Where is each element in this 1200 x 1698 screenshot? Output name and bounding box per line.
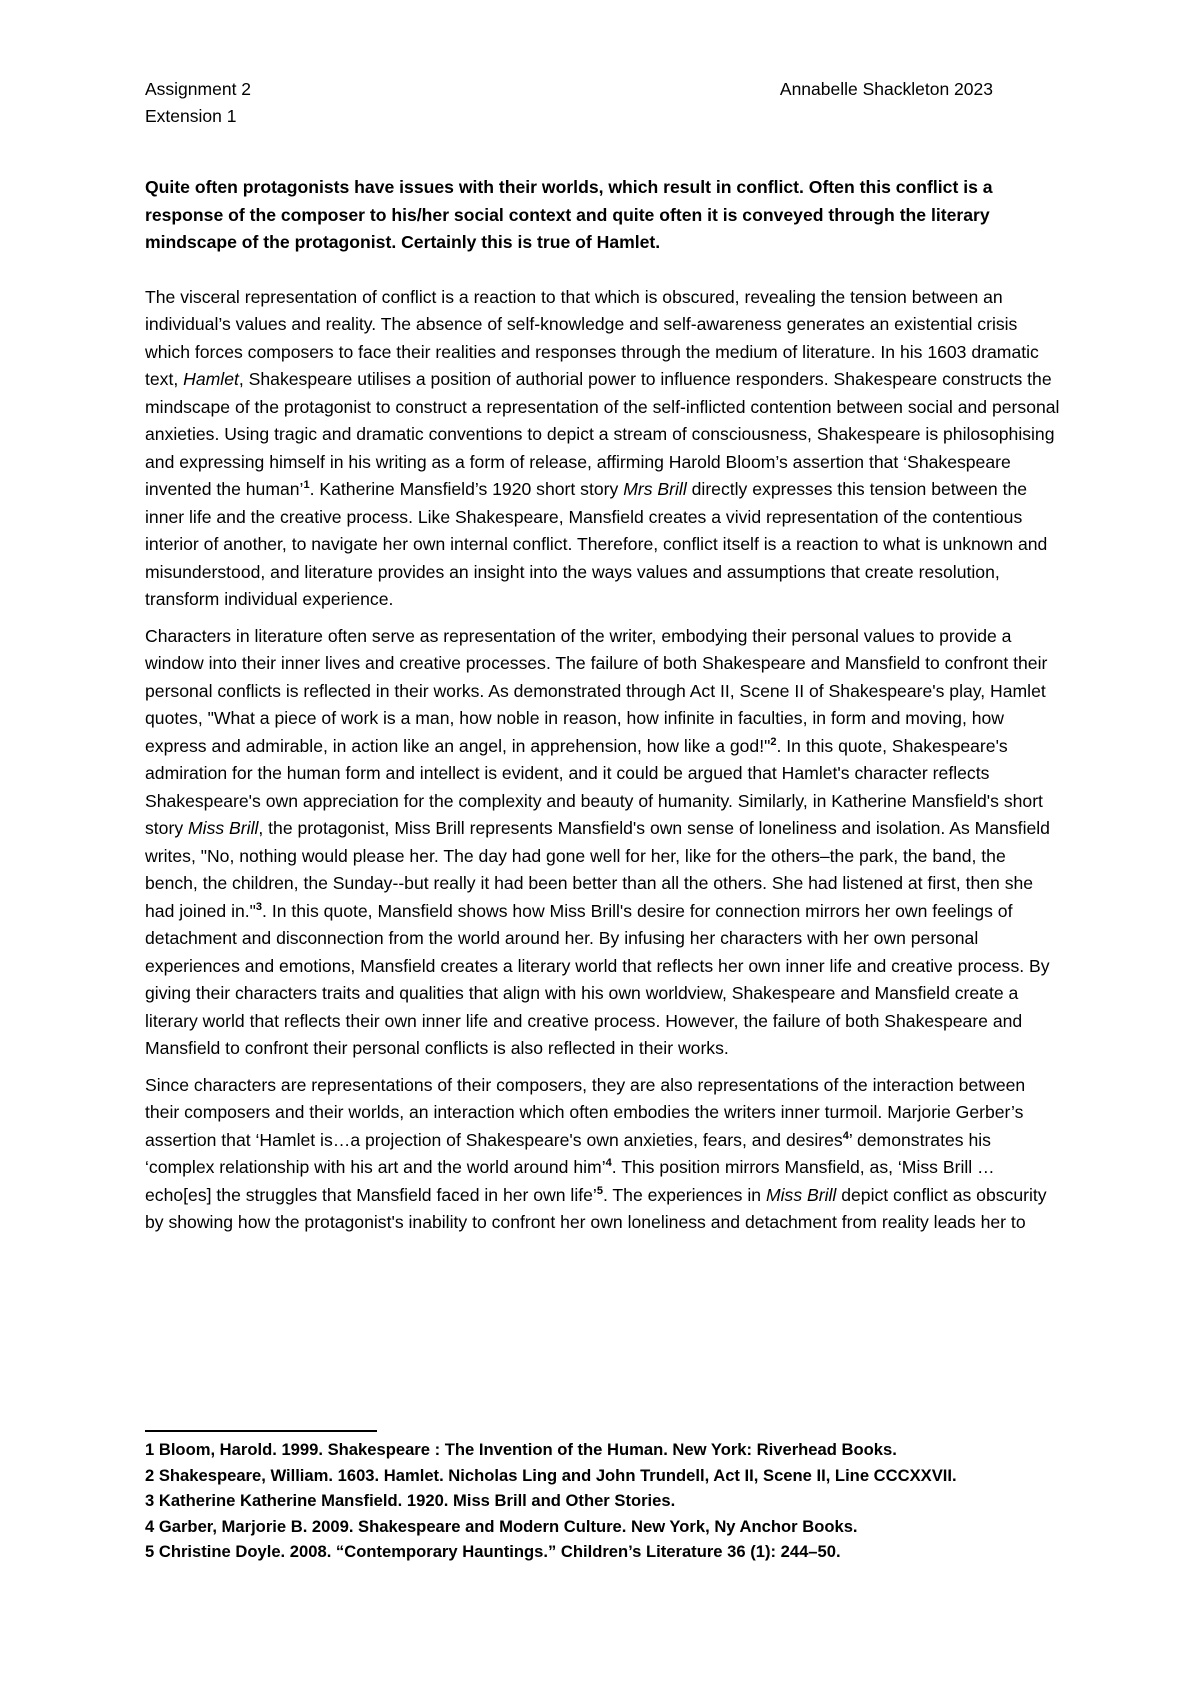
p1-text-a: The visceral representation of conflict is a reaction to that which is obscured, revealing the tension between an individual’s values and reality. The absence of self-knowledge and self-awareness generates an existential crisis which forces composers to face their realities and responses through the medium of literature. In his 1603 dramatic text, — [145, 286, 1039, 389]
footnotes — [145, 1437, 1060, 1565]
header-left — [145, 76, 251, 130]
paragraph-3 — [145, 1072, 1060, 1237]
p3-text-c: . This position mirrors Mansfield, as, ‘Miss Brill … echo[es] the struggles that Mansfield faced in her own life’ — [145, 1157, 995, 1205]
paragraph-1 — [145, 284, 1060, 614]
author-year: Annabelle Shackleton 2023 — [779, 79, 993, 99]
footnote-ref-4b[interactable]: 4 — [605, 1157, 612, 1170]
p2-title-miss-brill: Miss Brill — [188, 818, 259, 838]
p1-title-hamlet: Hamlet — [183, 369, 239, 389]
footnote-ref-4a[interactable]: 4 — [842, 1129, 849, 1142]
p1-text-b: , Shakespeare utilises a position of authorial power to influence responders. Shakespeare constructs the mindscape of the protagonist to construct a representation of the self-inflicted contention between social and personal anxieties. Using tragic and dramatic conventions to depict a stream of consciousness, Shakespeare is philosophising and expressing himself in his writing as a form of release, affirming Harold Bloom’s assertion that ‘Shakespeare invented the human’ — [145, 369, 1060, 499]
p1-text-c: . Katherine Mansfield’s 1920 short story — [309, 479, 624, 499]
essay-question: Quite often protagonists have issues with their worlds, which result in conflict. Often this conflict is a response of the composer to his/her social context and quite often it is conveyed through the literary mindscape of the protagonist. Certainly this is true of Hamlet. — [145, 177, 993, 252]
assignment-label: Assignment 2 — [145, 79, 252, 99]
p3-text-d: . The experiences in — [602, 1184, 766, 1205]
footnote-ref-3[interactable]: 3 — [255, 900, 263, 913]
p2-text-c: , the protagonist, Miss Brill represents Mansfield's own sense of loneliness and isolation. As Mansfield writes, "No, nothing would please her. The day had gone well for her, like for the others–the park, the band, the bench, the children, the Sunday--but really it had been better than all the others. She had listened at first, then she had joined in." — [145, 818, 1050, 921]
footnote-4: 4 Garber, Marjorie B. 2009. Shakespeare and Modern Culture. New York, Ny Anchor Books. — [145, 1516, 858, 1536]
footnote-3: 3 Katherine Katherine Mansfield. 1920. Miss Brill and Other Stories. — [145, 1491, 676, 1510]
footnote-5: 5 Christine Doyle. 2008. “Contemporary Hauntings.” Children’s Literature 36 (1): 244–50. — [145, 1542, 841, 1561]
footnote-ref-2[interactable]: 2 — [770, 735, 777, 748]
extension-label: Extension 1 — [145, 106, 237, 126]
p1-title-mrs-brill: Mrs Brill — [623, 479, 687, 499]
p2-text-b: . In this quote, Shakespeare's admiration for the human form and intellect is evident, and it could be argued that Hamlet's character reflects Shakespeare's own appreciation for the complexity and beauty of humanity. Similarly, in Katherine Mansfield's short story — [145, 735, 1043, 838]
p3-text-e: depict conflict as obscurity by showing how the protagonist's inability to confront her own loneliness and detachment from reality leads her to — [145, 1184, 1047, 1232]
p3-title-miss-brill: Miss Brill — [765, 1184, 837, 1205]
p2-text-a: Characters in literature often serve as representation of the writer, embodying their personal values to provide a window into their inner lives and creative processes. The failure of both Shakespeare and Mansfield to confront their personal conflicts is reflected in their works. As demonstrated through Act II, Scene II of Shakespeare's play, Hamlet quotes, "What a piece of work is a man, how noble in reason, how infinite in faculties, in form and moving, how express and admirable, in action like an angel, in apprehension, how like a god!" — [145, 625, 1048, 756]
paragraph-2 — [145, 623, 1060, 1063]
p3-text-a: Since characters are representations of their composers, they are also representations of the interaction between their composers and their worlds, an interaction which often embodies the writers inner turmoil. Marjorie Gerber’s assertion that ‘Hamlet is…a projection of Shakespeare's own anxieties, fears, and desires — [145, 1074, 1026, 1150]
p2-text-d: . In this quote, Mansfield shows how Miss Brill's desire for connection mirrors her own feelings of detachment and disconnection from the world around her. By infusing her characters with her own personal experiences and emotions, Mansfield creates a literary world that reflects her own inner life and creative process. By giving their characters traits and qualities that align with his own worldview, Shakespeare and Mansfield create a literary world that reflects their own inner life and creative process. However, the failure of both Shakespeare and Mansfield to confront their personal conflicts is also reflected in their works. — [145, 900, 1050, 1058]
essay-body — [145, 174, 1060, 1237]
footnote-2: 2 Shakespeare, William. 1603. Hamlet. Nicholas Ling and John Trundell, Act II, Scene II, Line CCCXXVII. — [145, 1465, 957, 1485]
footnote-1: 1 Bloom, Harold. 1999. Shakespeare : The Invention of the Human. New York: Riverhead Books. — [145, 1440, 897, 1459]
footnote-ref-5[interactable]: 5 — [596, 1184, 603, 1197]
p1-text-d: directly expresses this tension between the inner life and the creative process. Like Shakespeare, Mansfield creates a vivid representation of the contentious interior of another, to navigate her own internal conflict. Therefore, conflict itself is a reaction to what is unknown and misunderstood, and literature provides an insight into the ways values and assumptions that create resolution, transform individual experience. — [145, 479, 1048, 609]
footnote-ref-1[interactable]: 1 — [303, 479, 310, 492]
footnote-separator — [145, 1430, 377, 1432]
p3-text-b: ’ demonstrates his ‘complex relationship with his art and the world around him’ — [145, 1129, 991, 1177]
